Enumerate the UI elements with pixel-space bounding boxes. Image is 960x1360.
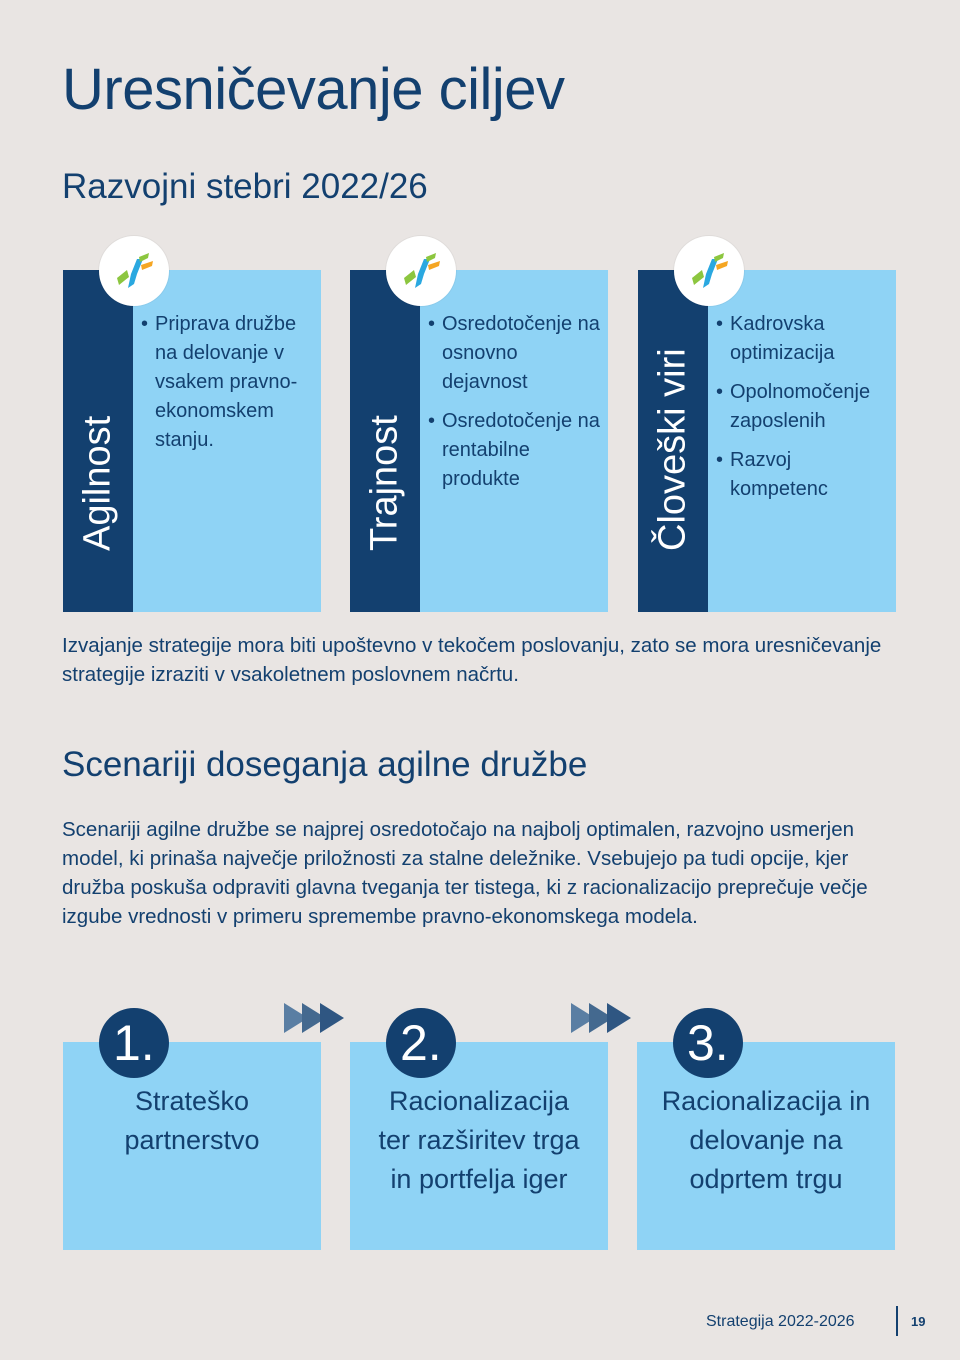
page-title: Uresničevanje ciljev [62, 57, 565, 122]
step-number: 1. [113, 1015, 155, 1071]
footer-divider [896, 1306, 898, 1336]
step-number: 3. [687, 1015, 729, 1071]
footer-document-title: Strategija 2022-2026 [706, 1313, 855, 1330]
list-item: • Opolnomočenje zaposlenih [716, 378, 888, 436]
list-item: • Razvoj kompetenc [716, 446, 888, 504]
triple-chevron-arrow-icon [284, 1001, 350, 1035]
step-number-badge [673, 1008, 743, 1078]
company-logo-icon [386, 236, 456, 306]
step-text: Racionalizacija in delovanje na odprtem trgu [661, 1086, 871, 1194]
page-number: 19 [911, 1314, 926, 1329]
step-text: Strateško partnerstvo [124, 1086, 260, 1155]
scenarios-heading: Scenariji doseganja agilne družbe [62, 745, 588, 784]
pillar-name: Trajnost [363, 415, 406, 551]
step-number: 2. [400, 1015, 442, 1071]
pillar-card-cloveski-viri [638, 270, 896, 612]
scenarios-paragraph: Scenariji agilne družbe se najprej osredotočajo na najbolj optimalen, razvojno usmerjen model, ki prinaša največje priložnosti za stalne deležnike. Vsebujejo pa tudi opcije, kjer družba poskuša odpraviti glavna tveganja ter tistega, ki z racionalizacijo preprečuje večje izgube vrednosti v primeru spremembe pravno-ekonomskega modela. [62, 818, 868, 928]
pillars-heading: Razvojni stebri 2022/26 [62, 167, 428, 206]
pillar-item-list [428, 310, 600, 504]
pillar-name: Človeški viri [651, 348, 694, 551]
list-item: • Osredotočenje na rentabilne produkte [428, 407, 600, 494]
scenario-step-1 [63, 1015, 321, 1250]
pillar-card-agilnost [63, 270, 321, 612]
list-item: • Kadrovska optimizacija [716, 310, 888, 368]
pillar-name: Agilnost [76, 415, 119, 551]
strategy-paragraph: Izvajanje strategije mora biti upoštevno v tekočem poslovanju, zato se mora uresničevanje strategije izraziti v vsakoletnem poslovnem načrtu. [62, 634, 882, 686]
pillar-card-trajnost [350, 270, 608, 612]
pillar-item-list [716, 310, 888, 514]
company-logo-icon [674, 236, 744, 306]
step-text: Racionalizacija ter razširitev trga in portfelja iger [378, 1086, 580, 1194]
pillar-side-bar [63, 270, 133, 612]
list-item: • Priprava družbe na delovanje v vsakem pravno-ekonomskem stanju. [141, 310, 313, 455]
triple-chevron-arrow-icon [571, 1001, 637, 1035]
scenario-step-3 [637, 1015, 895, 1250]
list-item: • Osredotočenje na osnovno dejavnost [428, 310, 600, 397]
pillar-item-list [141, 310, 313, 465]
step-number-badge [386, 1008, 456, 1078]
pillar-side-bar [350, 270, 420, 612]
scenario-step-2 [350, 1015, 608, 1250]
step-number-badge [99, 1008, 169, 1078]
company-logo-icon [99, 236, 169, 306]
pillar-side-bar [638, 270, 708, 612]
